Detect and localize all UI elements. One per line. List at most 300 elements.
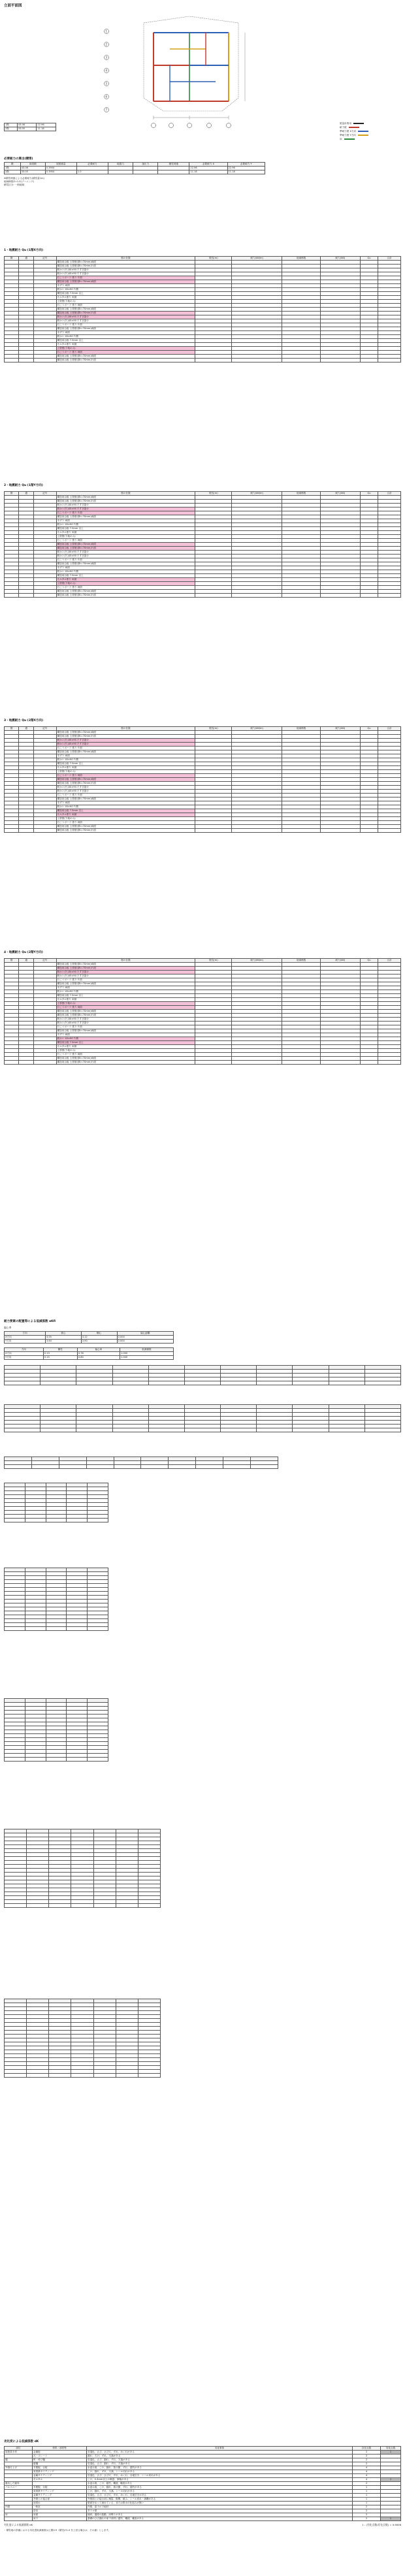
- table-cell: [88, 1627, 108, 1631]
- table-cell: [5, 1381, 40, 1385]
- eval-cell: 内壁: [5, 2505, 33, 2509]
- table-cell: [321, 594, 360, 598]
- bubble-5: 5: [105, 82, 108, 86]
- eval-cell: こけ、割れ、ずれ、欠落、シール切れがある: [87, 2490, 353, 2494]
- table-cell: [33, 359, 56, 362]
- table-cell: [378, 1061, 401, 1065]
- table-cell: モルタル塗り 両面: [56, 998, 195, 1002]
- table-cell: 構造用合板 土塗壁(厚t=70mm)両面: [56, 750, 195, 754]
- table-cell: 構造用合板 土塗壁(厚t=70mm)両面: [56, 731, 195, 735]
- table-cell: [195, 359, 232, 362]
- data-grid: [4, 1829, 401, 1908]
- table-cell: 木ずり 両面: [56, 754, 195, 758]
- table-cell: 木ずり 両面: [56, 986, 195, 990]
- table-cell: 構造用合板 土塗壁(厚t=70mm)両面: [56, 543, 195, 547]
- table-cell: [40, 1381, 76, 1385]
- table-cell: [360, 1061, 378, 1065]
- table-cell: [184, 1381, 220, 1385]
- data-grid: [4, 1365, 401, 1385]
- table-cell: [25, 1519, 46, 1522]
- table-cell: 筋かい(片)45×90 たすき掛け: [56, 272, 195, 276]
- placement-table-1: 方向 重心 剛心 偏心距離 X方向 4.55 4.12 0.000 Y方向 3.64 3.90 0.000: [4, 1331, 174, 1344]
- eval-cell: タイル壁: [87, 2509, 353, 2513]
- strength-title: 必要耐力の算出(積雪): [4, 157, 33, 161]
- table-cell: [184, 1428, 220, 1432]
- qu-header-cell: 階: [5, 959, 19, 963]
- table-cell: [67, 1758, 88, 1762]
- table-cell: 構造用合板 土塗壁(厚t=70mm)片面: [56, 547, 195, 551]
- table-cell: [88, 1519, 108, 1522]
- table-cell: [195, 594, 232, 598]
- table-row: [5, 1061, 401, 1065]
- qu-header-cell: 合計: [378, 257, 401, 261]
- table-row: [5, 359, 401, 362]
- table-cell: [378, 359, 401, 362]
- table-cell: 石こうボード 張り 両面: [56, 304, 195, 308]
- table-cell: 構造用合板 土塗壁(厚t=70mm)両面: [56, 327, 195, 331]
- eval-cell: 4: [353, 2466, 381, 2470]
- qu-table: [4, 726, 401, 833]
- table-row: [5, 1627, 108, 1631]
- eval-cell: こけ、割れ、ずれ、欠落、シール切れがある: [87, 2470, 353, 2474]
- table-cell: 構造用合板 土塗壁(厚t=70mm)片面: [56, 312, 195, 315]
- eval-cell: こけ、0.3mm以上の亀裂、剥落がある: [87, 2478, 353, 2482]
- table-cell: [282, 1061, 321, 1065]
- strength-note: ※積雪荷重による必要耐力(積雪量1m): [4, 177, 44, 180]
- table-cell: 土塗壁(下地のみ): [56, 582, 195, 586]
- eval-cell: 変退色、さび、さび穴、ずれ、めくれ、目地空きがある: [87, 2494, 353, 2498]
- table-cell: [293, 1428, 329, 1432]
- qu-header-cell: 記号: [33, 727, 56, 731]
- table-cell: 構造用合板 土塗壁(厚t=70mm)片面: [56, 265, 195, 268]
- legend-item: 準耐力壁 Y方向: [340, 133, 368, 137]
- table-cell: 構造用合板 土塗壁(厚t=70mm)片面: [56, 1014, 195, 1018]
- eval-cell: 変退色、さび、割れ、ずれ、欠落がある: [87, 2462, 353, 2466]
- table-cell: 構造用合板 土塗壁(厚t=70mm)両面: [56, 515, 195, 519]
- table-cell: [5, 829, 19, 833]
- strength-note: 積雪区分: 一般地域: [4, 184, 25, 186]
- table-cell: 木ずり 両面: [56, 519, 195, 523]
- table-cell: 木ずり 両面: [56, 331, 195, 335]
- table-cell: [221, 1428, 257, 1432]
- table-cell: [71, 2074, 93, 2078]
- table-cell: 筋かい(片)45×90 たすき掛け: [56, 790, 195, 794]
- table-cell: [71, 1904, 93, 1908]
- eval-cell: 2: [353, 2509, 381, 2513]
- qu-header-cell: 低減係数: [282, 492, 321, 496]
- table-cell: 筋かい 45×90 片側: [56, 570, 195, 574]
- plan-legend: [340, 121, 368, 141]
- table-cell: 土塗壁(下地のみ): [56, 535, 195, 539]
- table-cell: 土塗壁(下地のみ): [56, 1049, 195, 1053]
- eval-cell: 2: [353, 2517, 381, 2521]
- table-cell: [19, 359, 33, 362]
- table-cell: 木ずり 両面: [56, 284, 195, 288]
- table-cell: [196, 1465, 223, 1469]
- plan-title: 立面平面図: [4, 4, 22, 8]
- table-cell: [5, 1904, 27, 1908]
- qu-header-cell: 低減係数: [282, 959, 321, 963]
- table-cell: [25, 1758, 46, 1762]
- table-row: [5, 829, 401, 833]
- table-cell: [46, 1627, 67, 1631]
- table-cell: [49, 1904, 71, 1908]
- legend-item: 準耐力壁 X方向: [340, 129, 368, 133]
- table-cell: [257, 1381, 293, 1385]
- qu-header-cell: 耐力(kN/m): [232, 959, 282, 963]
- table-cell: 筋かい(片)30×90 たすき掛け: [56, 1018, 195, 1022]
- eval-cell: 樋: [5, 2458, 33, 2462]
- qu-header-cell: 合計: [378, 959, 401, 963]
- placement-block: [4, 1326, 401, 1360]
- table-cell: 筋かい(片)45×90 たすき掛け: [56, 974, 195, 978]
- qu-table-title: 1・地震耐力 Qu (1階X方向): [4, 249, 44, 252]
- table-cell: 筋かい 45×90 片側: [56, 335, 195, 339]
- table-cell: 土塗壁(下地のみ): [56, 347, 195, 351]
- table-cell: [59, 1465, 86, 1469]
- table-cell: 構造用合板 土塗壁(厚t=70mm)両面: [56, 261, 195, 265]
- qu-table-title: 4・地震耐力 Qu (2階Y方向): [4, 951, 43, 954]
- eval-total-value: 1 - (劣化点数/存在点数) = 0.9006: [362, 2523, 401, 2526]
- qu-header-cell: 壁の仕様: [56, 257, 195, 261]
- eval-cell: 内壁、窓下の下地材: [87, 2505, 353, 2509]
- eval-cell: 金属板: [33, 2451, 87, 2455]
- table-cell: 土塗壁(下地のみ): [56, 817, 195, 821]
- floor-plan-drawing: [91, 13, 287, 134]
- table-cell: 構造用合板 7.5mm 以上: [56, 809, 195, 813]
- eval-cell: 2: [353, 2458, 381, 2462]
- table-cell: [141, 1465, 169, 1469]
- eval-cell: 屋根葺き材: [5, 2451, 33, 2455]
- table-cell: [19, 594, 33, 598]
- table-cell: [378, 829, 401, 833]
- qu-header-cell: 記号: [33, 257, 56, 261]
- eval-cell: 1: [381, 2478, 401, 2482]
- table-cell: 構造用合板 土塗壁(厚t=70mm)両面: [56, 825, 195, 829]
- table-cell: 構造用合板 7.5mm 以上: [56, 994, 195, 998]
- table-row: [5, 1381, 401, 1385]
- data-grid: [4, 1457, 401, 1469]
- eval-cell: 窯業系サイディング: [33, 2490, 87, 2494]
- eval-block: [4, 2446, 401, 2532]
- data-grid: [4, 1999, 401, 2078]
- eval-cell: 4: [353, 2470, 381, 2474]
- table-cell: [232, 594, 282, 598]
- qu-header-cell: 通: [19, 959, 33, 963]
- table-cell: モルタル塗り 両面: [56, 813, 195, 817]
- qu-header-cell: Qu: [360, 727, 378, 731]
- eval-cell: 1: [381, 2451, 401, 2455]
- table-cell: [364, 1428, 400, 1432]
- table-cell: [67, 1627, 88, 1631]
- eval-cell: 1: [353, 2502, 381, 2505]
- bubble-3: 3: [105, 56, 108, 59]
- table-cell: 構造用合板 土塗壁(厚t=70mm)両面: [56, 1010, 195, 1014]
- table-cell: 石こうボード 張り 片面: [56, 1025, 195, 1029]
- eval-cell: 水浸み痕、こけ、腐朽、蟻道、蟻害がある: [87, 2482, 353, 2486]
- table-cell: 筋かい(片)30×90 たすき掛け: [56, 971, 195, 974]
- eval-cell: 2: [353, 2462, 381, 2466]
- table-cell: [5, 1519, 25, 1522]
- table-cell: [251, 1465, 278, 1469]
- table-cell: [46, 1758, 67, 1762]
- eval-cell: バルコニー: [5, 2486, 33, 2490]
- table-cell: [257, 1428, 293, 1432]
- table-cell: [148, 1428, 184, 1432]
- table-cell: モルタル塗り 両面: [56, 531, 195, 535]
- table-cell: モルタル塗り 両面: [56, 296, 195, 300]
- table-cell: [138, 1904, 160, 1908]
- qu-header-cell: 通: [19, 727, 33, 731]
- qu-header-cell: 壁の仕様: [56, 492, 195, 496]
- table-cell: 構造用合板 土塗壁(厚t=70mm)片面: [56, 967, 195, 971]
- table-cell: 構造用合板 土塗壁(厚t=70mm)両面: [56, 778, 195, 782]
- table-cell: [138, 2074, 160, 2078]
- table-cell: [112, 1381, 148, 1385]
- eval-cell: 露出した躯体: [5, 2482, 33, 2486]
- table-cell: 構造用合板 土塗壁(厚t=70mm)両面: [56, 496, 195, 500]
- placement-title: 耐力要素の配置等による低減係数 eKfl: [4, 1320, 56, 1323]
- qu-header-cell: 耐力(kN/m): [232, 727, 282, 731]
- table-cell: 構造用合板 土塗壁(厚t=70mm)両面: [56, 1029, 195, 1033]
- table-cell: 構造用合板 7.5mm 以上: [56, 527, 195, 531]
- placement-table-2: 方向 剛性 偏心率 低減係数 X方向 0.13 0.78 1.000 Y方向 0.15 0.80 1.000: [4, 1347, 174, 1360]
- table-cell: [88, 1758, 108, 1762]
- table-cell: [5, 594, 19, 598]
- table-cell: 筋かい(片)30×90 たすき掛け: [56, 268, 195, 272]
- table-cell: [321, 1061, 360, 1065]
- qu-header-cell: 階: [5, 727, 19, 731]
- table-cell: 構造用合板 7.5mm 以上: [56, 574, 195, 578]
- table-row: [5, 2074, 161, 2078]
- table-cell: [86, 1465, 114, 1469]
- table-row: [5, 594, 401, 598]
- eval-cell: 4: [353, 2474, 381, 2478]
- table-cell: [40, 1428, 76, 1432]
- eval-cell: 木製板、合板: [33, 2466, 87, 2470]
- table-cell: [27, 1904, 49, 1908]
- table-cell: 構造用合板 7.5mm 以上: [56, 1041, 195, 1045]
- legend-item: 床: [340, 137, 368, 141]
- eval-cell: 1: [353, 2498, 381, 2502]
- qu-header-cell: 通: [19, 257, 33, 261]
- data-grid: [4, 1483, 401, 1522]
- table-cell: 土塗壁(下地のみ): [56, 770, 195, 774]
- eval-cell: 変退色、さび、割れ、ずれ、欠落がある: [87, 2458, 353, 2462]
- qu-header-cell: 階: [5, 257, 19, 261]
- table-cell: 構造用合板 土塗壁(厚t=70mm)両面: [56, 797, 195, 801]
- eval-cell: モルタル: [33, 2478, 87, 2482]
- table-row: [5, 1904, 161, 1908]
- strength-row: 1階 43.06 0.3954 22.96 22.96: [5, 167, 265, 170]
- qu-header-cell: 耐力(kN): [321, 492, 360, 496]
- table-cell: [25, 1627, 46, 1631]
- table-cell: [223, 1465, 251, 1469]
- table-cell: [329, 1381, 364, 1385]
- eval-cell: 金属サイディング: [33, 2494, 87, 2498]
- table-cell: 筋かい(片)30×90 たすき掛け: [56, 315, 195, 319]
- table-cell: [5, 1061, 19, 1065]
- table-cell: [112, 1428, 148, 1432]
- table-cell: [114, 1465, 141, 1469]
- table-cell: 木ずり 両面: [56, 566, 195, 570]
- qu-table: [4, 958, 401, 1065]
- eval-cell: [5, 2517, 33, 2521]
- eval-cell: 変退色、さび、さび穴、ずれ、めくれがある: [87, 2451, 353, 2455]
- table-cell: 筋かい(片)45×90 たすき掛け: [56, 743, 195, 747]
- table-cell: 筋かい 45×90 片側: [56, 990, 195, 994]
- eval-cell: 2: [353, 2505, 381, 2509]
- table-cell: [49, 2074, 71, 2078]
- table-cell: [221, 1381, 257, 1385]
- table-cell: [93, 2074, 116, 2078]
- table-cell: [5, 2074, 27, 2078]
- table-cell: [19, 1061, 33, 1065]
- bubble-2: 2: [105, 42, 108, 46]
- bubble-7: 7: [105, 108, 108, 112]
- table-cell: 筋かい 45×90 片側: [56, 1037, 195, 1041]
- legend-item: 壁量計算用: [340, 121, 368, 125]
- eval-cell: 外壁仕上げ: [5, 2466, 33, 2470]
- eval-cell: 一般室: [33, 2505, 87, 2509]
- table-cell: 筋かい 45×90 片側: [56, 805, 195, 809]
- qu-header-cell: 合計: [378, 727, 401, 731]
- table-cell: 筋かい 45×90 片側: [56, 758, 195, 762]
- table-cell: [282, 359, 321, 362]
- eval-cell: 割れ、欠け、ずれ、欠落がある: [87, 2455, 353, 2458]
- table-cell: [364, 1381, 400, 1385]
- table-cell: 石こうボード 張り 両面: [56, 821, 195, 825]
- table-cell: [329, 1428, 364, 1432]
- eval-cell: 基礎のひび割れや床下部材に腐朽、蟻道、蟻害がある: [87, 2517, 353, 2521]
- table-cell: [360, 359, 378, 362]
- placement-subtitle: 偏心率: [4, 1326, 12, 1329]
- table-cell: [232, 1061, 282, 1065]
- table-cell: [195, 1061, 232, 1065]
- table-cell: [31, 1465, 59, 1469]
- table-cell: 木ずり 両面: [56, 1033, 195, 1037]
- qu-header-cell: Qu: [360, 257, 378, 261]
- table-cell: 筋かい(片)30×90 たすき掛け: [56, 739, 195, 743]
- eval-cell: 床排水: [33, 2502, 87, 2505]
- table-cell: モルタル塗り 両面: [56, 766, 195, 770]
- qu-header-cell: 壁長(m): [195, 959, 232, 963]
- table-cell: [321, 359, 360, 362]
- table-cell: [232, 829, 282, 833]
- table-cell: 筋かい(片)45×90 たすき掛け: [56, 555, 195, 558]
- table-cell: 石こうボード 張り 両面: [56, 351, 195, 355]
- table-cell: 筋かい 45×90 片側: [56, 288, 195, 292]
- qu-table: [4, 256, 401, 362]
- table-cell: 構造用合板 土塗壁(厚t=70mm)片面: [56, 594, 195, 598]
- table-cell: 石こうボード 張り 両面: [56, 1006, 195, 1010]
- qu-header-cell: 通: [19, 492, 33, 496]
- table-cell: 筋かい(片)30×90 たすき掛け: [56, 504, 195, 507]
- eval-cell: 水浸み痕、こけ、割れ、抜け節、ずれ、腐朽がある: [87, 2486, 353, 2490]
- table-cell: 筋かい(片)45×90 たすき掛け: [56, 1022, 195, 1025]
- eval-cell: 2: [353, 2513, 381, 2517]
- table-cell: [27, 2074, 49, 2078]
- table-cell: [76, 1428, 112, 1432]
- table-cell: 石こうボード 張り 片面: [56, 794, 195, 797]
- eval-table: 部位 材料・部材等 劣化事象 存在点数 劣化点数 屋根葺き材 金属板 変退色、さび、さび穴、ずれ、めくれがある 2 1 瓦・スレート 割れ、欠け、ずれ、欠落がある 2 樋 軒・呼び樋 変退色、さび、割れ、ずれ、欠落がある 2 縦樋 変退色、さび、割れ、ずれ、欠落がある 2 外壁仕上げ 木製板、合板 水浸み痕、こけ、割れ、抜け節、ずれ、腐朽がある 4 窯業系サイディング こけ、割れ、ずれ、欠落、シール切れがある 4 金属サイディング 変退色、さび、さび穴、ずれ、めくれ、目地空き、シール切れがある 4 モルタル こけ、0.3mm以上の亀裂、剥落がある 4 1 露出した躯体 水浸み痕、こけ、腐朽、蟻道、蟻害がある 2 バルコニー 木製板、合板 水浸み痕、こけ、割れ、抜け節、ずれ、腐朽がある 1 窯業系サイディング こけ、割れ、ずれ、欠落、シール切れがある 1 金属サイディング 変退色、さび、さび穴、ずれ、めくれ、目地空きがある 1 外壁との接合部 外壁面との接合部に亀裂、隙間、緩み、シール切れ・剥離がある 1 床排水 壁面を伝って流れている、または排水の仕組みが無い 1 内壁 一般室 内壁、窓下の下地材 2 浴室 タイル壁 2 床 床面 傾斜、過度の振動、床鳴りがある 2 床下 基礎のひび割れや床下部材に腐朽、蟻道、蟻害がある 2 1: [4, 2446, 401, 2521]
- qu-header-cell: Qu: [360, 959, 378, 963]
- table-cell: 土塗壁(下地のみ): [56, 1002, 195, 1006]
- eval-footnote: ・積雪地の設備における劣化度低減係数は上限0.9（積雪が1.0 を上回る場合は、その値）とします。: [4, 2529, 111, 2532]
- eval-cell: 外壁面との接合部に亀裂、隙間、緩み、シール切れ・剥離がある: [87, 2498, 353, 2502]
- table-cell: 石こうボード 張り 両面: [56, 586, 195, 590]
- table-cell: [67, 1519, 88, 1522]
- bubble-6: 6: [105, 95, 108, 99]
- table-cell: [116, 2074, 138, 2078]
- eval-cell: 金属サイディング: [33, 2474, 87, 2478]
- table-cell: [169, 1465, 196, 1469]
- data-grid: [4, 1698, 401, 1762]
- table-cell: [33, 1061, 56, 1065]
- table-row: [5, 1519, 108, 1522]
- table-cell: [195, 829, 232, 833]
- table-cell: 構造用合板 7.5mm 以上: [56, 339, 195, 343]
- table-cell: [5, 1758, 25, 1762]
- table-cell: 構造用合板 土塗壁(厚t=70mm)両面: [56, 982, 195, 986]
- qu-header-cell: 耐力(kN): [321, 959, 360, 963]
- strength-row: 2階 33.05 0.3954 1.0 11.18 11.18: [5, 170, 265, 174]
- qu-header-cell: 記号: [33, 492, 56, 496]
- table-cell: 石こうボード 張り 両面: [56, 539, 195, 543]
- table-cell: 構造用合板 土塗壁(厚t=70mm)片面: [56, 500, 195, 504]
- data-grid: [4, 1568, 401, 1631]
- eval-row: [5, 2517, 401, 2521]
- table-cell: 石こうボード 張り 両面: [56, 774, 195, 778]
- table-cell: 筋かい 45×90 片側: [56, 523, 195, 527]
- table-cell: 土塗壁(下地のみ): [56, 300, 195, 304]
- table-cell: [5, 359, 19, 362]
- table-cell: モルタル塗り 両面: [56, 1045, 195, 1049]
- table-cell: [5, 1428, 40, 1432]
- table-cell: [360, 594, 378, 598]
- table-cell: 筋かい(片)30×90 たすき掛け: [56, 551, 195, 555]
- table-cell: [93, 1904, 116, 1908]
- table-cell: 構造用合板 7.5mm 以上: [56, 292, 195, 296]
- legend-item: 耐力壁: [340, 125, 368, 129]
- qu-header-cell: 壁長(m): [195, 257, 232, 261]
- table-cell: [232, 359, 282, 362]
- table-cell: [19, 829, 33, 833]
- qu-header-cell: 耐力(kN): [321, 257, 360, 261]
- eval-cell: 1: [353, 2490, 381, 2494]
- qu-header-cell: 低減係数: [282, 727, 321, 731]
- table-cell: 石こうボード 張り 片面: [56, 747, 195, 750]
- table-cell: 構造用合板 土塗壁(厚t=70mm)片面: [56, 735, 195, 739]
- qu-header-cell: 壁長(m): [195, 492, 232, 496]
- table-cell: 筋かい(片)30×90 たすき掛け: [56, 786, 195, 790]
- table-cell: [321, 829, 360, 833]
- table-cell: [76, 1381, 112, 1385]
- table-cell: 木ずり 両面: [56, 801, 195, 805]
- qu-header-cell: 壁長(m): [195, 727, 232, 731]
- qu-header-cell: 耐力(kN/m): [232, 492, 282, 496]
- table-cell: 構造用合板 土塗壁(厚t=70mm)両面: [56, 308, 195, 312]
- table-cell: 構造用合板 土塗壁(厚t=70mm)両面: [56, 280, 195, 284]
- table-row: [5, 1465, 278, 1469]
- eval-cell: 床下: [33, 2517, 87, 2521]
- eval-cell: 水浸み痕、こけ、割れ、抜け節、ずれ、腐朽がある: [87, 2466, 353, 2470]
- table-cell: [46, 1519, 67, 1522]
- qu-header-cell: 低減係数: [282, 257, 321, 261]
- bubble-4: 4: [105, 69, 108, 72]
- table-cell: [116, 1904, 138, 1908]
- table-cell: [282, 829, 321, 833]
